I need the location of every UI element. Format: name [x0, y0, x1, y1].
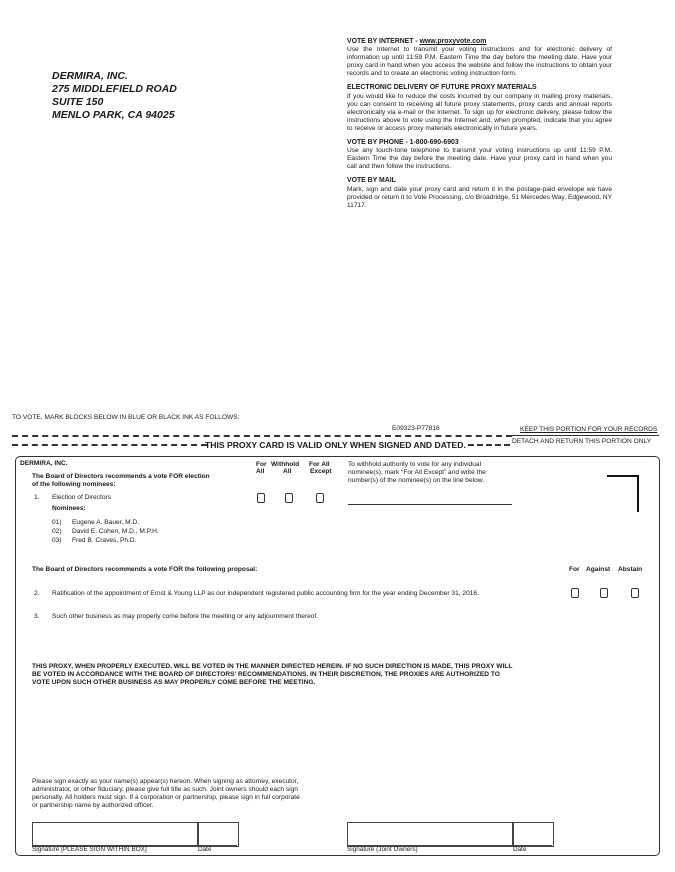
for-all-checkbox[interactable]	[257, 493, 265, 503]
item1-number: 1.	[34, 494, 40, 501]
item2-for-checkbox[interactable]	[571, 588, 579, 598]
withhold-instruction-1: To withhold authority to vote for any individual	[348, 461, 482, 468]
address-line3: MENLO PARK, CA 94025	[52, 109, 175, 121]
signature-corner-mark	[607, 475, 639, 512]
col-withhold-2: All	[283, 468, 292, 475]
mail-text: Mark, sign and date your proxy card and return it in the postage-paid envelope we have provided or return it to Vote Processing, c/o Broadridge, 51 Mercedes Way, Edgewood, NY 11717.	[347, 185, 612, 209]
item2-text: Ratification of the appointment of Ernst & Young LLP as our independent registered public accounting firm for the year ending December 31, 2016.	[52, 590, 479, 597]
detach-portion-label: DETACH AND RETURN THIS PORTION ONLY	[512, 438, 652, 445]
internet-text: Use the Internet to transmit your voting instructions and for electronic delivery of information up until 11:59 P.M. Eastern Time the day before the meeting date. Have your proxy card in hand when you access the website and follow the instructions to obtain your records and to create an electronic voting instruction form.	[347, 46, 612, 78]
nominees-label: Nominees:	[52, 505, 86, 512]
col-for: For	[569, 566, 580, 573]
electronic-text: If you would like to reduce the costs incurred by our company in mailing proxy materials, you can consent to receiving all future proxy statements, proxy cards and annual reports electronically via e-mail or the Internet. To sign up for electronic delivery, please follow the instructions above to vote using the Internet and, when prompted, indicate that you agree to receive or access proxy materials electronically in future years.	[347, 92, 612, 132]
keep-underline	[512, 435, 659, 436]
item1-label: Election of Directors	[52, 494, 111, 501]
card-company-name: DERMIRA, INC.	[20, 460, 68, 467]
col-against: Against	[586, 566, 611, 573]
sign-instruction-3: personally. All holders must sign. If a corporation or partnership, please sign in full corporate	[32, 794, 300, 801]
mail-title: VOTE BY MAIL	[347, 177, 396, 185]
col-withhold: Withhold	[271, 461, 300, 468]
joint-date-label: Date	[513, 846, 527, 853]
col-except: Except	[310, 468, 332, 475]
signature-label: Signature [PLEASE SIGN WITHIN BOX]	[32, 846, 147, 853]
sign-instruction-1: Please sign exactly as your name(s) appear(s) hereon. When signing as attorney, executor,	[32, 778, 299, 785]
nominee-number-write-line[interactable]	[348, 504, 512, 505]
nominee-03-number: 03)	[52, 537, 62, 544]
company-address	[52, 70, 177, 122]
joint-signature-label: Signature (Joint Owners)	[347, 846, 418, 853]
item2-abstain-checkbox[interactable]	[631, 588, 639, 598]
perforation-line	[12, 435, 512, 437]
for-all-except-checkbox[interactable]	[316, 493, 324, 503]
item3-number: 3.	[34, 613, 40, 620]
electronic-section	[347, 84, 612, 133]
control-number: E09323-P77816	[392, 425, 440, 432]
board-recommendation-1b: of the following nominees:	[32, 481, 116, 488]
mail-section	[347, 177, 612, 209]
phone-text: Use any touch-tone telephone to transmit your voting instructions up until 11:59 P.M. Eastern Time the day before the meeting date. Have your proxy card in hand when you call and then follow the instructions.	[347, 147, 612, 171]
col-for-all-except: For All	[309, 461, 330, 468]
joint-signature-box[interactable]	[347, 822, 514, 847]
internet-section	[347, 38, 612, 78]
sign-instruction-4: or partnership name by authorized officer.	[32, 802, 154, 809]
col-abstain: Abstain	[618, 566, 643, 573]
perforation-line-left	[12, 444, 207, 446]
electronic-title: ELECTRONIC DELIVERY OF FUTURE PROXY MATERIALS	[347, 84, 537, 92]
proxy-statement-1: THIS PROXY, WHEN PROPERLY EXECUTED, WILL BE VOTED IN THE MANNER DIRECTED HEREIN. IF NO SUCH DIRECTION IS MADE, THIS PROXY WILL	[32, 663, 513, 670]
phone-title: VOTE BY PHONE - 1-800-690-6903	[347, 139, 459, 147]
nominee-02-name: David E. Cohen, M.D., M.P.H.	[72, 528, 159, 535]
sign-instruction-2: administrator, or other fiduciary, please give full title as such. Joint owners should each sign	[32, 786, 298, 793]
board-recommendation-1: The Board of Directors recommends a vote FOR election	[32, 473, 210, 480]
perforation-line-right	[468, 444, 510, 446]
keep-portion-label: KEEP THIS PORTION FOR YOUR RECORDS	[520, 426, 658, 433]
address-line1: 275 MIDDLEFIELD ROAD	[52, 83, 177, 95]
date-label: Date	[198, 846, 212, 853]
nominee-03-name: Fred B. Craves, Ph.D.	[72, 537, 137, 544]
internet-title: VOTE BY INTERNET -	[347, 38, 420, 45]
to-vote-instruction: TO VOTE, MARK BLOCKS BELOW IN BLUE OR BLACK INK AS FOLLOWS:	[12, 414, 240, 421]
valid-notice: THIS PROXY CARD IS VALID ONLY WHEN SIGNED AND DATED.	[205, 440, 466, 450]
signature-box[interactable]	[32, 822, 199, 847]
item2-number: 2.	[34, 590, 40, 597]
withhold-instruction-2: nominee(s), mark “For All Except” and write the	[348, 469, 486, 476]
phone-section	[347, 139, 612, 171]
withhold-instruction-3: number(s) of the nominee(s) on the line below.	[348, 477, 484, 484]
item2-against-checkbox[interactable]	[600, 588, 608, 598]
joint-date-box[interactable]	[512, 822, 554, 847]
col-for-all-2: All	[256, 468, 265, 475]
proxy-statement-3: VOTE UPON SUCH OTHER BUSINESS AS MAY PROPERLY COME BEFORE THE MEETING.	[32, 679, 316, 686]
address-line2: SUITE 150	[52, 96, 104, 108]
nominee-01-number: 01)	[52, 519, 62, 526]
proxyvote-link[interactable]: www.proxyvote.com	[419, 38, 487, 45]
nominee-02-number: 02)	[52, 528, 62, 535]
voting-instructions	[347, 38, 612, 216]
company-name: DERMIRA, INC.	[52, 70, 128, 82]
withhold-all-checkbox[interactable]	[285, 493, 293, 503]
proxy-statement-2: BE VOTED IN ACCORDANCE WITH THE BOARD OF DIRECTORS' RECOMMENDATIONS. IN THEIR DISCRETION, THE PROXIES ARE AUTHORIZED TO	[32, 671, 500, 678]
nominee-01-name: Eugene A. Bauer, M.D.	[72, 519, 140, 526]
item3-text: Such other business as may properly come before the meeting or any adjournment thereof.	[52, 613, 319, 620]
date-box[interactable]	[197, 822, 239, 847]
col-for-all: For	[256, 461, 267, 468]
board-recommendation-2: The Board of Directors recommends a vote FOR the following proposal:	[32, 566, 258, 573]
